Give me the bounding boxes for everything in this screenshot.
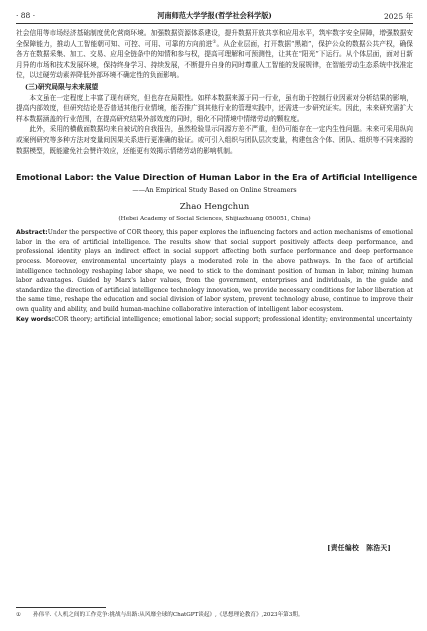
footnote-mark: ① xyxy=(16,612,22,618)
footnote xyxy=(16,611,413,620)
header-rule xyxy=(16,23,413,24)
keywords-label: Key words: xyxy=(16,316,55,324)
running-header xyxy=(16,9,413,23)
english-keywords xyxy=(16,315,413,325)
english-affiliation: (Hebei Academy of Social Sciences, Shijiazhuang 050051, China) xyxy=(118,216,311,223)
paragraph-text-cont: 。从企业层面，打开数据“黑箱”，保护公众的数据公共产权，确保各方在数据采集、加工、交易、应用全链条中的知情和参与权，提高可理解和可预测性，让其在“阳光”下运行。从个体层面，面对日新月异的市场和技术发展环境，保持终身学习、持续发展，不断提升自身的同时尊重人工智能的发展规律，在智能劳动生态系统中找准定位，以过硬劳动素养降低外部环境不确定性的负面影响。 xyxy=(16,39,413,80)
article-body xyxy=(16,28,418,325)
footnote-marker: ① xyxy=(212,39,217,45)
english-author: Zhao Hengchun xyxy=(179,202,250,213)
section-heading: (三)研究局限与未来展望 xyxy=(25,82,99,91)
paragraph-limitations: 本文虽在一定程度上丰富了现有研究，但也存在局限性。如样本数据来源于同一行业，虽有助于控制行业因素对分析结果的影响，提高内部效度，但研究结论是否普适其他行业情境，能否推广到其他行业的管理实践中，还需进一步研究证实。因此，未来研究需扩大样本数据涵盖的行业范围，在提高研究结果外部效度的同时，细化不同情境中情绪劳动的颗粒度。 xyxy=(16,93,413,123)
english-title: Emotional Labor: the Value Direction of Human Labor in the Era of Artificial Intelligence xyxy=(16,172,418,183)
page-number: · 88 · xyxy=(16,11,36,20)
english-abstract xyxy=(16,228,413,314)
paragraph-policy xyxy=(16,28,413,81)
abstract-label: Abstract: xyxy=(16,229,48,237)
publication-year: 2025 年 xyxy=(384,12,413,21)
abstract-text: Under the perspective of COR theory, this paper explores the influencing factors and action mechanisms of emotional labor in the era of artificial intelligence. The results show that social support positively affects deep performance, and professional identity plays an indirect effect in social support affecting both surface performance and deep performance process. Moreover, environmental uncertainty plays a moderated role in the above pathways. In the face of artificial intelligence technology reshaping labor shape, we need to stick to the dominant position of human in labor, mining human labor advantages. Guided by Marx's labor values, from the government, enterprises and individuals, in the guide and standardize the direction of artificial intelligence technology innovation, we provide necessary conditions for labor liberation at the same time, reshape the education and social division of labor system, prevent technology abuse, continue to improve their own quality and ability, and build human-machine collaborative interaction of intelligent labor ecosystem. xyxy=(16,229,413,313)
keywords-text: COR theory; artificial intelligence; emotional labor; social support; professional identity; environmental uncertainty xyxy=(54,316,413,324)
footnote-rule xyxy=(16,607,106,608)
paragraph-future: 此外，采用的横截面数据均来自被试的自我报告，虽然检验显示同源方差不严重，但仍可能存在一定内生性问题。未来可采用纵向或案例研究等多种方法对变量间因果关系进行更准确的验证。或可引入组织与团队层次变量，构建包含个体、团队、组织等不同来源的数据模型，既能避免社会赞许效应，还能更有效揭示情绪劳动的影响机制。 xyxy=(16,125,413,155)
journal-title: 河南师范大学学报(哲学社会科学版) xyxy=(157,11,272,20)
responsible-editors: [责任编校 陈浩天] xyxy=(327,544,391,552)
footnote-text: 孙伟平.《人机之间的工作竞争:挑战与出路:从风靡全球的ChatGPT谈起》,《思想理论教育》,2023年第3期。 xyxy=(33,612,304,618)
paragraph-text: 社会信用等市场经济基础制度优化营商环境。加强数据资源体系建设，提升数据开放共享和应用水平，筑牢数字安全屏障，增强数据安全保障能力，推动人工智能朝可知、可控、可用、可靠的方向前进 xyxy=(16,29,413,48)
english-subtitle: ——An Empirical Study Based on Online Streamers xyxy=(132,187,297,195)
